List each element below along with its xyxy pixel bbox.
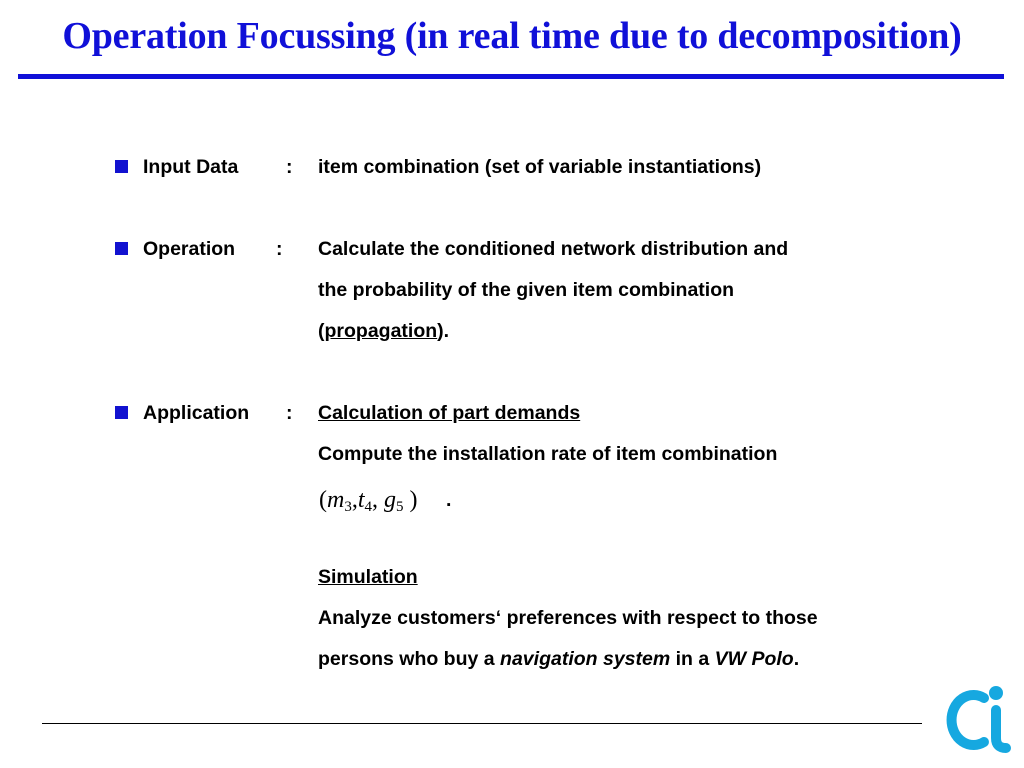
footer-rule — [42, 723, 922, 724]
text-run: in a — [670, 648, 715, 670]
item-text: Calculate the conditioned network distribution and — [318, 238, 789, 260]
text-run: persons who buy a — [318, 648, 501, 670]
item-text-vw-polo — [318, 650, 799, 670]
formula-period: . — [446, 489, 452, 511]
formula-paren-open: ( — [319, 487, 327, 513]
item-label-input-data: Input Data — [143, 156, 239, 178]
formula-m: m — [327, 487, 345, 513]
item-text: Analyze customers‘ preferences with respect to those — [318, 607, 818, 629]
propagation-term: propagation — [324, 320, 438, 342]
slide-title: Operation Focussing (in real time due to decomposition) — [62, 15, 962, 57]
formula-g-sub: 5 — [396, 499, 404, 515]
item-text-propagation — [318, 322, 449, 342]
bullet-square-icon — [115, 406, 128, 419]
item-colon: : — [286, 402, 293, 424]
item-label-application: Application — [143, 402, 250, 424]
formula-g: g — [384, 487, 397, 513]
formula-t: t — [357, 487, 365, 513]
vw-polo-term: VW Polo — [714, 648, 794, 670]
bullet-square-icon — [115, 242, 128, 255]
heading-part-demands: Calculation of part demands — [318, 402, 581, 424]
formula-m-sub: 3 — [344, 499, 352, 515]
item-colon: : — [286, 156, 293, 178]
item-text: Compute the installation rate of item combination — [318, 443, 778, 465]
item-combination-formula: ($m_3,t_4$, $g_5$ ) — [319, 487, 418, 515]
paren-open: ( — [318, 320, 325, 342]
formula-t-sub: 4 — [364, 499, 373, 515]
item-text: the probability of the given item combination — [318, 279, 735, 301]
title-underline — [18, 74, 1004, 79]
bullet-square-icon — [115, 160, 128, 173]
item-text: item combination (set of variable instantiations) — [318, 156, 762, 178]
paren-close: ). — [437, 320, 450, 342]
navigation-system-term: navigation system — [500, 648, 671, 670]
heading-simulation: Simulation — [318, 566, 418, 588]
ci-logo-icon — [938, 680, 1014, 756]
item-colon: : — [276, 238, 283, 260]
formula-paren-close: ) — [409, 487, 418, 513]
item-label-operation: Operation — [143, 238, 236, 260]
text-run: . — [793, 648, 800, 670]
